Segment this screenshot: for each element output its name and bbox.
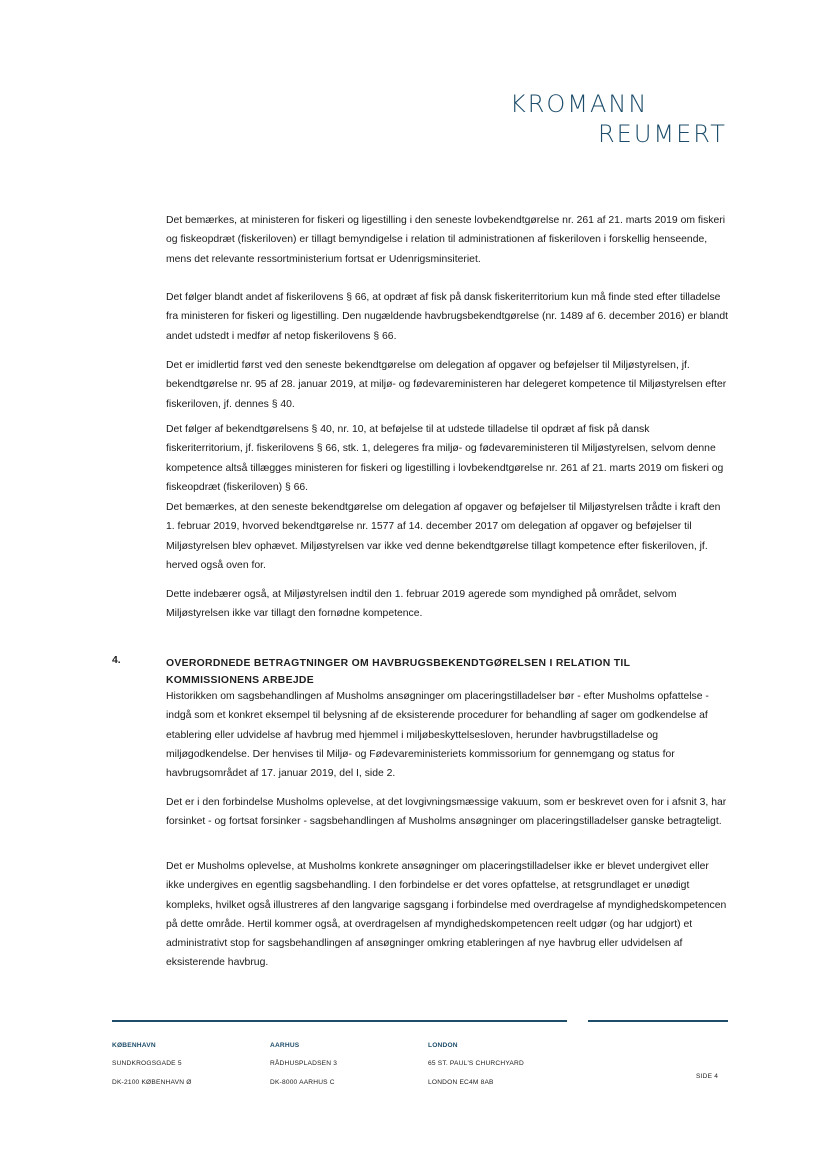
footer-office [112, 1037, 192, 1092]
office-street: 65 ST. PAUL'S CHURCHYARD [428, 1060, 524, 1068]
paragraph: Det følger blandt andet af fiskerilovens § 66, at opdræt af fisk på dansk fiskeriterritorium kun må finde sted efter tilladelse fra ministeren for fiskeri og ligestilling. Den nugældende havbrugsbekendtgørelse (nr. 1489 af 6. december 2016) er blandt andet udstedt i medfør af netop fiskerilovens § 66. [166, 292, 728, 342]
paragraph: Det er imidlertid først ved den seneste bekendtgørelse om delegation af opgaver og beføjelser til Miljøstyrelsen, jf. bekendtgørelse nr. 95 af 28. januar 2019, at miljø- og fødevareministeren har delegeret kompetence til Miljøstyrelsen efter fiskeriloven, jf. dennes § 40. [166, 360, 727, 410]
section-heading: OVERORDNEDE BETRAGTNINGER OM HAVBRUGSBEKENDTGØRELSEN I RELATION TIL KOMMISSIONENS ARBEJDE [166, 658, 631, 686]
paragraph: Det bemærkes, at ministeren for fiskeri og ligestilling i den seneste lovbekendtgørelse nr. 261 af 21. marts 2019 om fiskeri og fiskeopdræt (fiskeriloven) er tillagt bemyndigelse i relation til administrationen af fiskeriloven i forskellig henseende, mens det relevante ressortministerium fortsat er Udenrigsminsiteriet. [166, 215, 726, 265]
footer-divider [588, 1020, 728, 1022]
paragraph: Det er i den forbindelse Musholms oplevelse, at det lovgivningsmæssige vakuum, som er beskrevet oven for i afsnit 3, har forsinket - og fortsat forsinker - sagsbehandlingen af Musholms ansøgninger om placeringstilladelser ganske betragteligt. [166, 797, 727, 828]
office-postal: DK-2100 KØBENHAVN Ø [112, 1078, 192, 1086]
paragraph: Det er Musholms oplevelse, at Musholms konkrete ansøgninger om placeringstilladelser ikke er blevet undergivet eller ikke undergives en egentlig sagsbehandling. I den forbindelse er det vores opfattelse, at retsgrundlaget er unødigt kompleks, hvilket også illustreres af den langvarige sagsgang i forbindelse med overdragelse af myndighedskompetencen på dette område. Hertil kommer også, at overdragelsen af myndighedskompetencen reelt udgør (og har udgjort) et administrativt stop for sagsbehandlingen af ansøgninger omkring etableringen af nye havbrug eller udvidelsen af eksisterende havbrug. [166, 861, 727, 969]
office-city: AARHUS [270, 1042, 300, 1049]
footer-office [270, 1037, 337, 1092]
office-postal: DK-8000 AARHUS C [270, 1078, 335, 1086]
paragraph: Det følger af bekendtgørelsens § 40, nr. 10, at beføjelse til at udstede tilladelse til opdræt af fisk på dansk fiskeriterritorium, jf. fiskerilovens § 66, stk. 1, delegeres fra miljø- og fødevareministeren til Miljøstyrelsen, selvom denne kompetence altså tillægges ministeren for fiskeri og ligestilling i lovbekendtgørelse nr. 261 af 21. marts 2019 om fiskeri og fiskeopdræt (fiskeriloven) § 66. [166, 424, 724, 493]
office-city: KØBENHAVN [112, 1042, 156, 1049]
logo-line-2: REUMERT [598, 120, 727, 148]
page-number: SIDE 4 [696, 1073, 719, 1080]
paragraph: Dette indebærer også, at Miljøstyrelsen indtil den 1. februar 2019 agerede som myndighed på området, selvom Miljøstyrelsen ikke var tillagt den fornødne kompetence. [166, 589, 677, 620]
section-number: 4. [112, 655, 121, 666]
footer-office [428, 1037, 524, 1092]
logo-line-1: KROMANN [510, 90, 649, 118]
paragraph: Historikken om sagsbehandlingen af Musholms ansøgninger om placeringstilladelser bør - efter Musholms opfattelse - indgå som et konkret eksempel til belysning af de eksisterende procedurer for behandling af sager om godkendelse af etablering eller udvidelse af havbrug med hjemmel i miljøbeskyttelsesloven, herunder havbrugstilladelse og miljøgodkendelse. Der henvises til Miljø- og Fødevareministeriets kommissorium for gennemgang og status for havbrugsområdet af 17. januar 2019, del I, side 2. [166, 691, 709, 780]
office-street: RÅDHUSPLADSEN 3 [270, 1060, 338, 1068]
footer-divider [112, 1020, 567, 1022]
office-street: SUNDKROGSGADE 5 [112, 1060, 182, 1068]
office-city: LONDON [428, 1042, 458, 1049]
paragraph: Det bemærkes, at den seneste bekendtgørelse om delegation af opgaver og beføjelser til Miljøstyrelsen trådte i kraft den 1. februar 2019, hvorved bekendtgørelse nr. 1577 af 14. december 2017 om delegation af opgaver og beføjelser til Miljøstyrelsen blev ophævet. Miljøstyrelsen var ikke ved denne bekendtgørelse tillagt kompetence efter fiskeriloven, jf. herved også oven for. [166, 502, 721, 571]
office-postal: LONDON EC4M 8AB [428, 1078, 494, 1086]
